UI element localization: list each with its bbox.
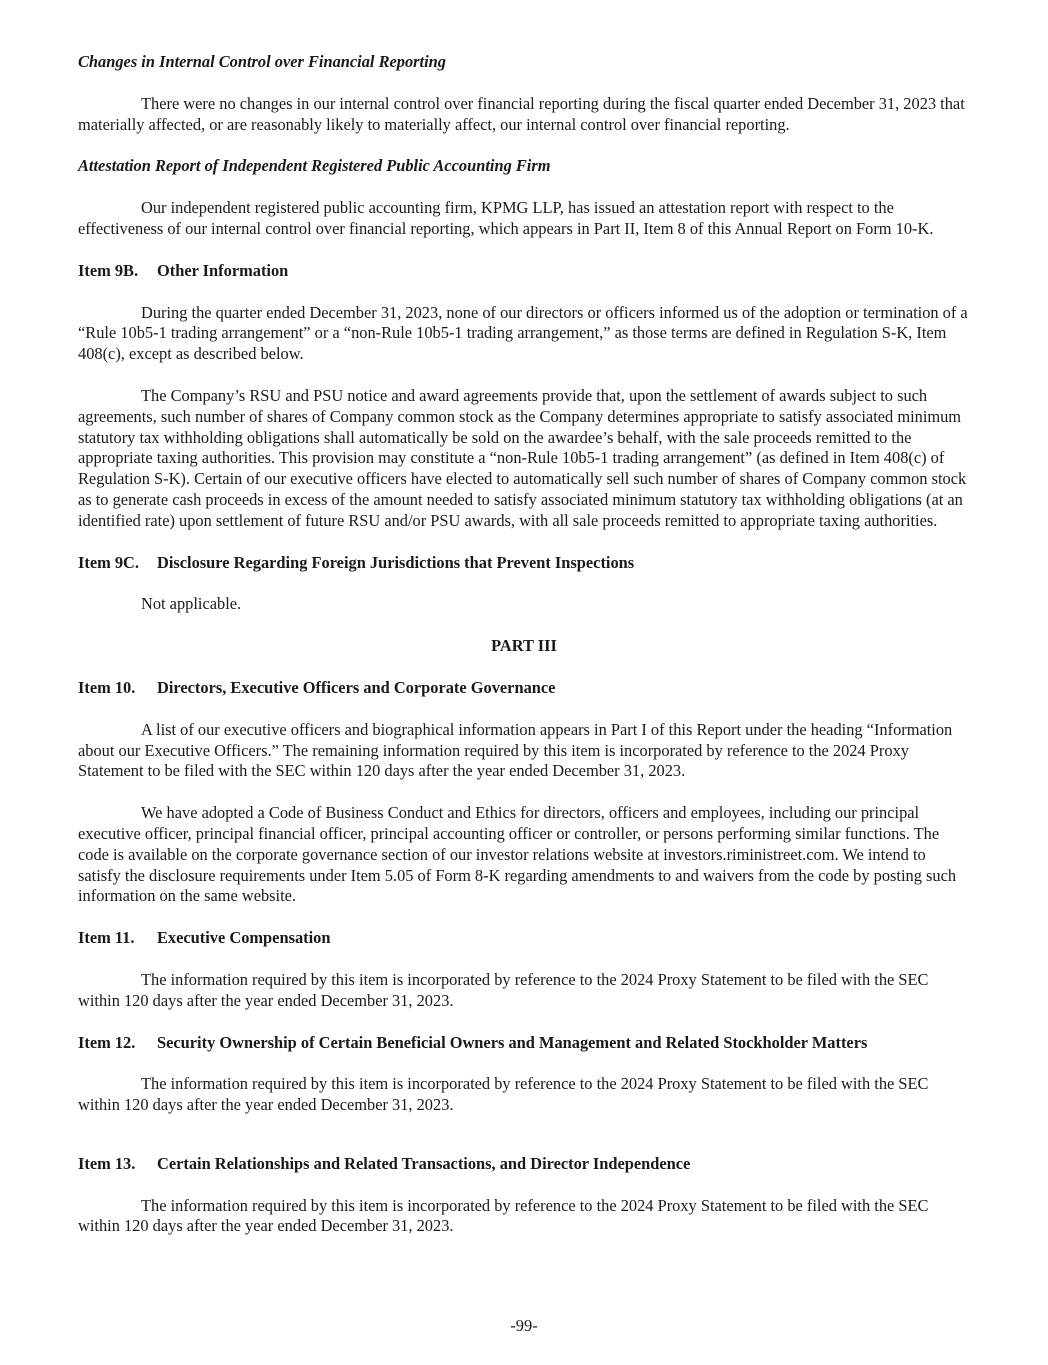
item-11-title: Executive Compensation xyxy=(157,928,331,948)
item-11-number: Item 11. xyxy=(78,928,135,948)
item-11-heading xyxy=(78,928,970,949)
item-9c-heading xyxy=(78,553,970,574)
item-12-number: Item 12. xyxy=(78,1032,136,1052)
item-11-paragraph: The information required by this item is incorporated by reference to the 2024 Proxy Statement to be filed with the SEC within 120 days after the year ended December 31, 2023. xyxy=(78,969,929,1010)
part-iii-heading: PART III xyxy=(491,636,557,656)
page-number: -99- xyxy=(510,1316,538,1335)
item-10-paragraph-1: A list of our executive officers and biographical information appears in Part I of this Report under the heading “Information about our Executive Officers.” The remaining information required by this item is incorporated by reference to the 2024 Proxy Statement to be filed with the SEC within 120 days after the year ended December 31, 2023. xyxy=(78,719,953,781)
attestation-paragraph: Our independent registered public accounting firm, KPMG LLP, has issued an attestation report with respect to the effectiveness of our internal control over financial reporting, which appears in Part II, Item 8 of this Annual Report on Form 10-K. xyxy=(78,198,934,238)
item-9b-paragraph-2: The Company’s RSU and PSU notice and award agreements provide that, upon the settlement of awards subject to such agreements, such number of shares of Company common stock as the Company determines appropriate to satisfy associated minimum statutory tax withholding obligations shall automatically be sold on the awardee’s behalf, with the sale proceeds remitted to the appropriate taxing authorities. This provision may constitute a “non-Rule 10b5-1 trading arrangement” (as defined in Item 408(c) of Regulation S-K). Certain of our executive officers have elected to automatically sell such number of shares of Company common stock as to generate cash proceeds in excess of the amount needed to satisfy associated minimum statutory tax withholding obligations (at an identified rate) upon settlement of future RSU and/or PSU awards, with all sale proceeds remitted to appropriate taxing authorities. xyxy=(78,385,967,530)
document-page xyxy=(78,52,970,1237)
item-13-title: Certain Relationships and Related Transactions, and Director Independence xyxy=(157,1153,691,1173)
item-9b-heading xyxy=(78,261,970,282)
item-10-paragraph-2: We have adopted a Code of Business Conduct and Ethics for directors, officers and employees, including our principal executive officer, principal financial officer, principal accounting officer or controller, or persons performing similar functions. The code is available on the corporate governance section of our investor relations website at investors.riministreet.com. We intend to satisfy the disclosure requirements under Item 5.05 of Form 8-K regarding amendments to and waivers from the code by posting such information on the same website. xyxy=(78,803,957,906)
item-10-heading xyxy=(78,678,970,699)
item-13-heading xyxy=(78,1154,970,1175)
item-12-heading xyxy=(78,1033,970,1054)
item-12-paragraph: The information required by this item is incorporated by reference to the 2024 Proxy Statement to be filed with the SEC within 120 days after the year ended December 31, 2023. xyxy=(78,1074,929,1115)
item-9b-paragraph-1: During the quarter ended December 31, 2023, none of our directors or officers informed us of the adoption or termination of a “Rule 10b5-1 trading arrangement” or a “non-Rule 10b5-1 trading arrangement,” as those terms are defined in Regulation S-K, Item 408(c), except as described below. xyxy=(78,302,968,364)
item-12-title: Security Ownership of Certain Beneficial Owners and Management and Related Stockholder Matters xyxy=(157,1032,868,1052)
item-13-number: Item 13. xyxy=(78,1153,136,1173)
item-9c-paragraph: Not applicable. xyxy=(141,594,242,614)
item-9c-number: Item 9C. xyxy=(78,552,139,572)
item-9b-number: Item 9B. xyxy=(78,260,139,280)
changes-paragraph: There were no changes in our internal control over financial reporting during the fiscal quarter ended December 31, 2023 that materially affected, or are reasonably likely to materially affect, our internal control over financial reporting. xyxy=(78,93,965,134)
item-10-number: Item 10. xyxy=(78,677,136,697)
item-9c-title: Disclosure Regarding Foreign Jurisdictions that Prevent Inspections xyxy=(157,552,635,572)
item-10-title: Directors, Executive Officers and Corporate Governance xyxy=(157,677,556,697)
item-13-paragraph: The information required by this item is incorporated by reference to the 2024 Proxy Statement to be filed with the SEC within 120 days after the year ended December 31, 2023. xyxy=(78,1195,929,1236)
attestation-heading: Attestation Report of Independent Registered Public Accounting Firm xyxy=(78,156,551,176)
changes-heading: Changes in Internal Control over Financial Reporting xyxy=(78,52,446,71)
item-9b-title: Other Information xyxy=(157,260,289,280)
